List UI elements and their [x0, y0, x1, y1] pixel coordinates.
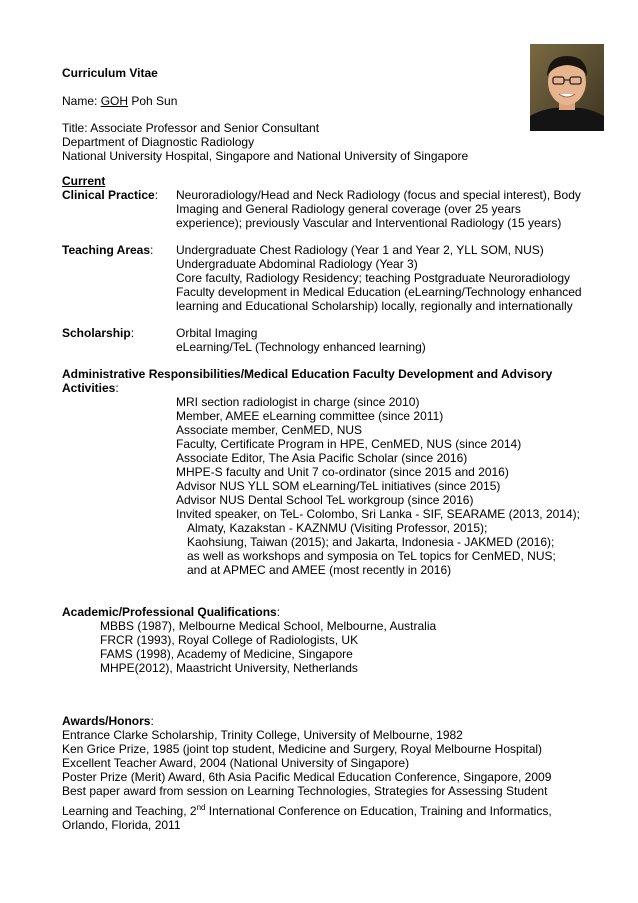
admin-continued: Kaohsiung, Taiwan (2015); and Jakarta, Indonesia - JAKMED (2016); [187, 535, 555, 549]
qualification-item: MHPE(2012), Maastricht University, Netherlands [100, 661, 358, 675]
admin-item: MHPE-S faculty and Unit 7 co-ordinator (since 2015 and 2016) [176, 465, 509, 479]
teaching-line-4: Faculty development in Medical Education (eLearning/Technology enhanced [176, 285, 582, 299]
award-last-sup: nd [196, 803, 206, 812]
teaching-label-line [62, 243, 153, 257]
clinical-line-3: experience); previously Vascular and Interventional Radiology (15 years) [176, 216, 562, 230]
award-item: Ken Grice Prize, 1985 (joint top student, Medicine and Surgery, Royal Melbourne Hospital) [62, 742, 543, 756]
department-line: Department of Diagnostic Radiology [62, 135, 255, 149]
award-item: Entrance Clarke Scholarship, Trinity College, University of Melbourne, 1982 [62, 728, 463, 742]
admin-item: Invited speaker, on TeL- Colombo, Sri Lanka - SIF, SEARAME (2013, 2014); [176, 507, 580, 521]
scholarship-line-1: Orbital Imaging [176, 326, 258, 340]
current-heading: Current [62, 174, 106, 188]
awards-heading-text: Awards/Honors [62, 714, 151, 728]
teaching-line-2: Undergraduate Abdominal Radiology (Year 3) [176, 257, 418, 271]
awards-colon: : [150, 714, 154, 728]
award-item-last-line-2: Orlando, Florida, 2011 [62, 818, 181, 832]
qualification-item: FAMS (1998), Academy of Medicine, Singapore [100, 647, 353, 661]
admin-item: Member, AMEE eLearning committee (since 2011) [176, 409, 444, 423]
profile-photo [530, 44, 604, 131]
admin-item: Associate Editor, The Asia Pacific Scholar (since 2016) [176, 451, 468, 465]
admin-item: MRI section radiologist in charge (since 2010) [176, 395, 420, 409]
admin-item: Associate member, CenMED, NUS [176, 423, 363, 437]
cv-title: Curriculum Vitae [62, 66, 158, 80]
admin-continued: and at APMEC and AMEE (most recently in 2016) [187, 563, 452, 577]
admin-continued: as well as workshops and symposia on TeL topics for CenMED, NUS; [187, 549, 556, 563]
admin-heading-line-2 [62, 381, 119, 395]
award-item: Excellent Teacher Award, 2004 (National University of Singapore) [62, 756, 410, 770]
qualification-item: MBBS (1987), Melbourne Medical School, Melbourne, Australia [100, 619, 437, 633]
clinical-label: Clinical Practice [62, 188, 155, 202]
award-last-pre: Learning and Teaching, 2 [62, 804, 197, 818]
admin-item: Faculty, Certificate Program in HPE, CenMED, NUS (since 2014) [176, 437, 522, 451]
scholarship-colon: : [130, 326, 135, 340]
admin-heading-line-1: Administrative Responsibilities/Medical Education Faculty Development and Advisory [62, 367, 553, 381]
qualifications-heading [62, 605, 280, 619]
qualification-item: FRCR (1993), Royal College of Radiologists, UK [100, 633, 359, 647]
name-given: Poh Sun [128, 94, 178, 108]
admin-heading-colon: : [115, 381, 119, 395]
clinical-line-2: Imaging and General Radiology general coverage (over 25 years [176, 202, 521, 216]
qualifications-heading-text: Academic/Professional Qualifications [62, 605, 277, 619]
clinical-line-1: Neuroradiology/Head and Neck Radiology (focus and special interest), Body [176, 188, 581, 202]
award-item: Best paper award from session on Learning Technologies, Strategies for Assessing Student [62, 784, 548, 798]
scholarship-label: Scholarship [62, 326, 131, 340]
name-surname: GOH [100, 94, 129, 108]
award-item-last [62, 804, 552, 818]
teaching-line-3: Core faculty, Radiology Residency; teaching Postgraduate Neuroradiology [176, 271, 571, 285]
scholarship-label-line [62, 326, 134, 340]
portrait-image [530, 44, 604, 131]
teaching-colon: : [150, 243, 154, 257]
admin-item: Advisor NUS Dental School TeL workgroup (since 2016) [176, 493, 474, 507]
clinical-label-line [62, 188, 158, 202]
award-last-post: International Conference on Education, Training and Informatics, [205, 804, 552, 818]
admin-continued: Almaty, Kazakstan - KAZNMU (Visiting Professor, 2015); [187, 521, 488, 535]
institution-line: National University Hospital, Singapore and National University of Singapore [62, 149, 469, 163]
admin-item: Advisor NUS YLL SOM eLearning/TeL initiatives (since 2015) [176, 479, 501, 493]
name-label: Name: [62, 94, 101, 108]
qualifications-colon: : [276, 605, 281, 619]
award-item: Poster Prize (Merit) Award, 6th Asia Pacific Medical Education Conference, Singapore, 2009 [62, 770, 552, 784]
title-line: Title: Associate Professor and Senior Consultant [62, 121, 320, 135]
scholarship-line-2: eLearning/TeL (Technology enhanced learning) [176, 340, 426, 354]
name-line [62, 94, 177, 108]
teaching-label: Teaching Areas [62, 243, 151, 257]
awards-heading [62, 714, 154, 728]
clinical-colon: : [154, 188, 159, 202]
teaching-line-1: Undergraduate Chest Radiology (Year 1 and Year 2, YLL SOM, NUS) [176, 243, 544, 257]
admin-heading-word: Activities [62, 381, 116, 395]
teaching-line-5: learning and Educational Scholarship) locally, regionally and internationally [176, 299, 573, 313]
